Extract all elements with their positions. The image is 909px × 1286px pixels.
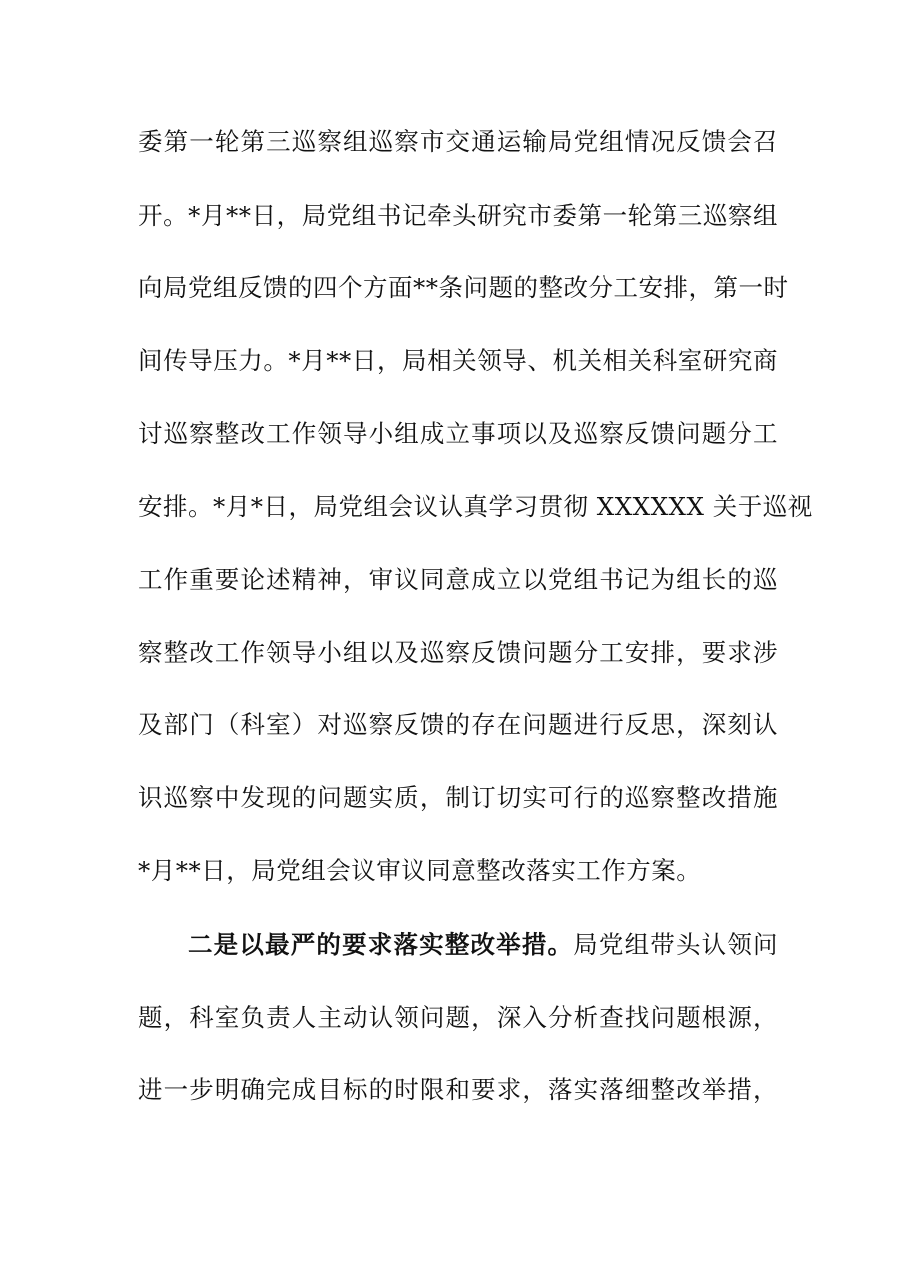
section-heading: 二是以最严的要求落实整改举措。 [188,930,574,959]
paragraph-line: 间传导压力。*月**日，局相关领导、机关相关科室研究商 [138,346,778,375]
paragraph-line: 识巡察中发现的问题实质，制订切实可行的巡察整改措施 [138,783,778,812]
paragraph-line: 讨巡察整改工作领导小组成立事项以及巡察反馈问题分工 [138,419,778,448]
paragraph-line: 及部门（科室）对巡察反馈的存在问题进行反思，深刻认 [138,710,778,739]
paragraph-heading-line [188,925,778,965]
paragraph-line: 安排。*月*日，局党组会议认真学习贯彻 XXXXXX 关于巡视 [138,492,813,521]
paragraph-line: 察整改工作领导小组以及巡察反馈问题分工安排，要求涉 [138,638,778,667]
paragraph-line: 工作重要论述精神，审议同意成立以党组书记为组长的巡 [138,565,778,594]
paragraph-line: 委第一轮第三巡察组巡察市交通运输局党组情况反馈会召 [138,127,778,156]
paragraph-line: 向局党组反馈的四个方面**条问题的整改分工安排，第一时 [138,273,789,302]
paragraph-line: 进一步明确完成目标的时限和要求，落实落细整改举措， [138,1075,778,1104]
paragraph-line: 开。*月**日，局党组书记牵头研究市委第一轮第三巡察组 [138,201,778,230]
paragraph-line: *月**日，局党组会议审议同意整改落实工作方案。 [138,856,702,885]
paragraph-text: 局党组带头认领问 [573,930,779,959]
paragraph-line: 题，科室负责人主动认领问题，深入分析查找问题根源， [138,1003,778,1032]
